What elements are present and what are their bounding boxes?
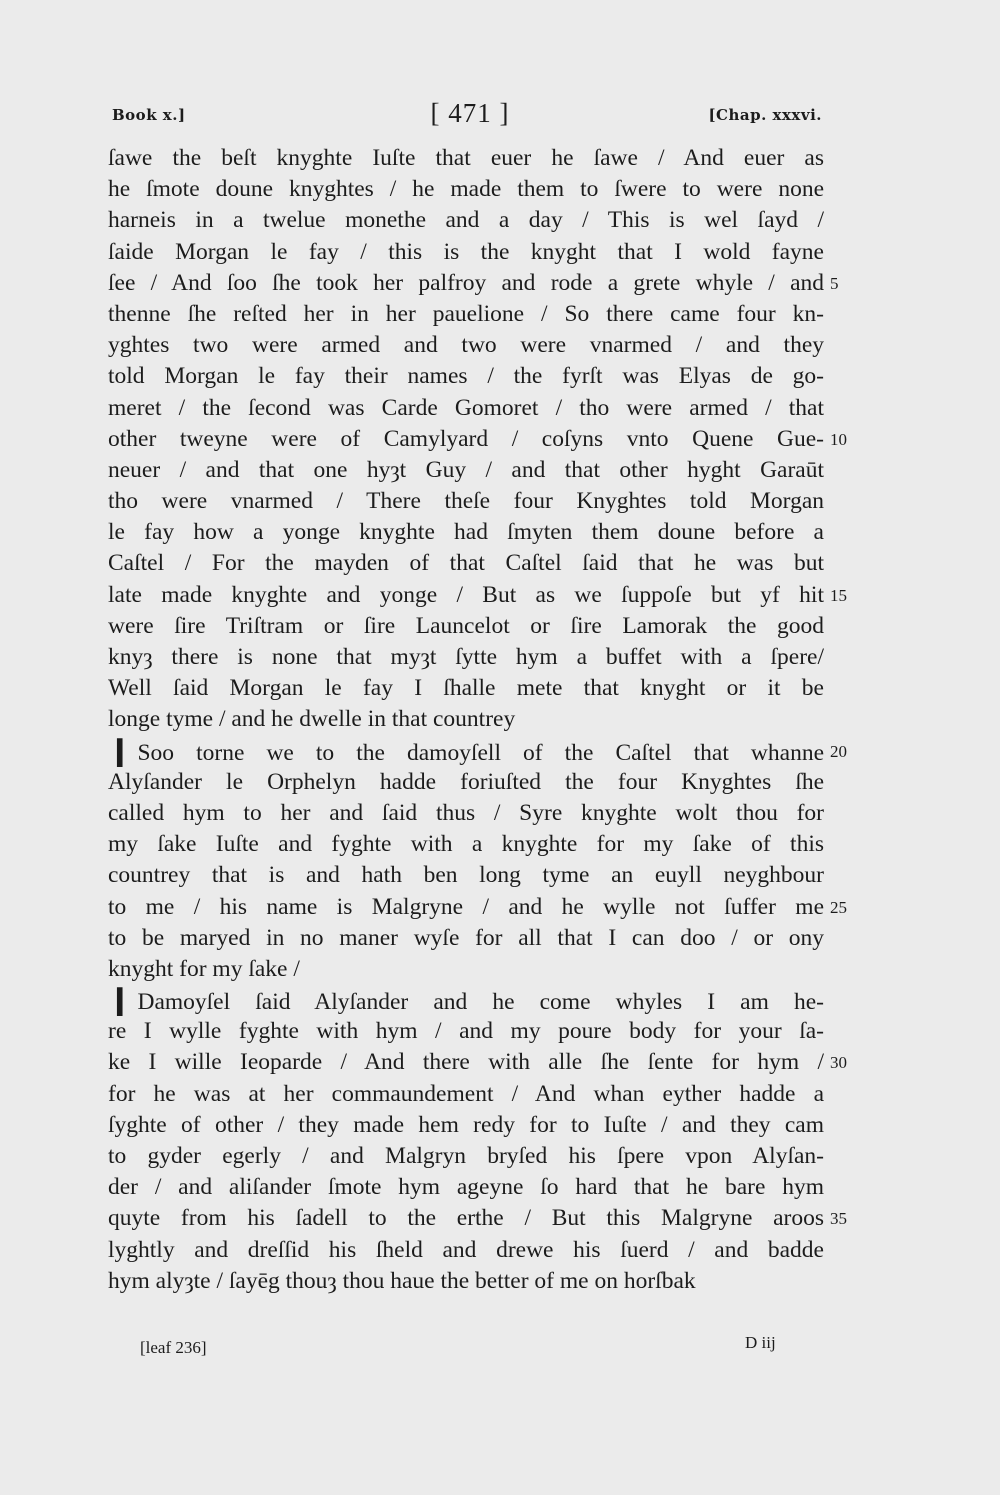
text-line — [108, 798, 824, 829]
line-number — [830, 767, 870, 798]
text-line-content: Damoyſel ſaid Alyſander and he come whyles I am he- — [137, 989, 824, 1016]
text-line — [108, 205, 824, 236]
text-line-content: der / and aliſander ſmote hym ageyne ſo hard that he bare hym — [108, 1174, 824, 1201]
line-number — [830, 174, 870, 205]
line-number — [830, 1079, 870, 1110]
text-line-content: yghtes two were armed and two were vnarmed / and they — [108, 332, 824, 359]
line-number: 35 — [830, 1209, 847, 1229]
signature-mark: D iij — [745, 1333, 776, 1352]
text-line — [108, 736, 824, 767]
line-number: 30 — [830, 1053, 847, 1073]
text-line-content: ſyghte of other / they made hem redy for to Iuſte / and they cam — [108, 1111, 824, 1138]
line-number — [830, 455, 870, 486]
line-number — [830, 704, 870, 735]
line-number — [830, 237, 870, 268]
line-number — [830, 673, 870, 704]
line-number — [830, 642, 870, 673]
text-line-content: ſaide Morgan le fay / this is the knyght that I wold fayne — [108, 238, 824, 265]
text-line — [108, 424, 824, 455]
text-line-content: countrey that is and hath ben long tyme an euyll neyghbour — [108, 862, 824, 889]
text-line-content: thenne ſhe reſted her in her pauelione / So there came four kn- — [108, 300, 824, 327]
line-number — [830, 393, 870, 424]
text-line-content: harneis in a twelue monethe and a day / This is wel ſayd / — [108, 207, 824, 234]
text-line — [108, 954, 824, 985]
text-line-content: to gyder egerly / and Malgryn bryſed his ſpere vpon Alyſan- — [108, 1143, 824, 1169]
text-line — [108, 1047, 824, 1078]
text-line — [108, 1172, 824, 1203]
text-line — [108, 985, 824, 1016]
text-line — [108, 642, 824, 673]
text-line — [108, 923, 824, 954]
text-line-content: hym alyȝte / ſayēg thouȝ thou haue the better of me on horſbak — [108, 1267, 696, 1294]
chapter-reference: [Chap. xxxvi. — [708, 106, 822, 124]
line-number — [830, 985, 870, 1016]
line-number — [830, 299, 870, 330]
line-number-column — [830, 143, 870, 1297]
paragraph-mark-icon: ❙ — [108, 735, 132, 767]
text-line — [108, 829, 824, 860]
line-number — [830, 1235, 870, 1266]
line-number — [830, 954, 870, 985]
text-line — [108, 860, 824, 891]
text-line — [108, 1141, 824, 1172]
text-line-content: Soo torne we to the damoyſell of the Caſtel that whanne — [137, 739, 824, 766]
text-line-content: were ſire Triſtram or ſire Launcelot or ſire Lamorak the good — [108, 612, 824, 639]
line-number — [830, 330, 870, 361]
line-number — [830, 361, 870, 392]
text-line-content: told Morgan le fay their names / the fyrſt was Elyas de go- — [108, 363, 824, 390]
text-line-content: other tweyne were of Camylyard / coſyns vnto Quene Gue- — [108, 425, 824, 452]
line-number: 5 — [830, 273, 839, 293]
text-line — [108, 1266, 824, 1297]
text-line — [108, 1110, 824, 1141]
line-number — [830, 205, 870, 236]
text-line — [108, 393, 824, 424]
line-number: 20 — [830, 741, 847, 761]
text-line — [108, 330, 824, 361]
line-number — [830, 1016, 870, 1047]
line-number — [830, 486, 870, 517]
text-line-content: ſawe the beſt knyghte Iuſte that euer he ſawe / And euer as — [108, 145, 824, 171]
text-line-content: for he was at her commaundement / And whan eyther hadde a — [108, 1080, 824, 1107]
line-number: 15 — [830, 585, 847, 605]
line-number — [830, 798, 870, 829]
text-line-content: called hym to her and ſaid thus / Syre knyghte wolt thou for — [108, 799, 824, 826]
text-line — [108, 1016, 824, 1047]
text-line — [108, 1235, 824, 1266]
text-line-content: neuer / and that one hyȝt Guy / and that other hyght Garaūt — [108, 456, 824, 483]
line-number — [830, 1141, 870, 1172]
text-line — [108, 611, 824, 642]
text-line-content: ſee / And ſoo ſhe took her palfroy and rode a grete whyle / and — [108, 269, 824, 296]
text-line — [108, 361, 824, 392]
text-line — [108, 268, 824, 299]
text-line-content: knyght for my ſake / — [108, 955, 300, 982]
text-line-content: quyte from his ſadell to the erthe / But this Malgryne aroos — [108, 1205, 824, 1232]
text-line-content: lyghtly and dreſſid his ſheld and drewe his ſuerd / and badde — [108, 1236, 824, 1263]
text-line — [108, 1203, 824, 1234]
line-number — [830, 829, 870, 860]
line-number — [830, 923, 870, 954]
text-line — [108, 1079, 824, 1110]
book-reference: Book x.] — [112, 106, 186, 124]
text-line-content: tho were vnarmed / There theſe four Knyghtes told Morgan — [108, 488, 824, 515]
text-line-content: my ſake Iuſte and fyghte with a knyghte for my ſake of this — [108, 831, 824, 858]
line-number — [830, 517, 870, 548]
paragraph-mark-icon: ❙ — [108, 985, 132, 1017]
text-line-content: longe tyme / and he dwelle in that countrey — [108, 706, 516, 733]
text-line — [108, 174, 824, 205]
text-line — [108, 143, 824, 174]
line-number — [830, 1110, 870, 1141]
text-line-content: ke I wille Ieoparde / And there with alle ſhe ſente for hym / — [108, 1049, 824, 1076]
text-line-content: le fay how a yonge knyghte had ſmyten them doune before a — [108, 519, 824, 546]
body-text — [108, 143, 824, 1297]
text-line-content: he ſmote doune knyghtes / he made them to ſwere to were none — [108, 176, 824, 203]
text-line — [108, 892, 824, 923]
line-number: 10 — [830, 429, 847, 449]
text-line — [108, 237, 824, 268]
text-line-content: to me / his name is Malgryne / and he wylle not ſuffer me — [108, 893, 824, 920]
text-line — [108, 299, 824, 330]
page-number: [ 471 ] — [430, 98, 510, 128]
text-line — [108, 486, 824, 517]
line-number — [830, 1266, 870, 1297]
text-line-content: meret / the ſecond was Carde Gomoret / tho were armed / that — [108, 394, 824, 421]
text-line — [108, 455, 824, 486]
text-line-content: Well ſaid Morgan le fay I ſhalle mete that knyght or it be — [108, 675, 824, 702]
line-number — [830, 860, 870, 891]
text-line — [108, 673, 824, 704]
text-line — [108, 704, 824, 735]
line-number — [830, 143, 870, 174]
text-line — [108, 767, 824, 798]
line-number — [830, 1172, 870, 1203]
line-number — [830, 548, 870, 579]
text-line-content: Caſtel / For the mayden of that Caſtel ſaid that he was but — [108, 550, 824, 577]
text-line — [108, 580, 824, 611]
text-line-content: re I wylle fyghte with hym / and my poure body for your ſa- — [108, 1018, 824, 1045]
text-line — [108, 517, 824, 548]
text-line — [108, 548, 824, 579]
text-line-content: Alyſander le Orphelyn hadde foriuſted the four Knyghtes ſhe — [108, 768, 824, 795]
line-number: 25 — [830, 897, 847, 917]
text-line-content: knyȝ there is none that myȝt ſytte hym a buffet with a ſpere/ — [108, 644, 824, 670]
text-line-content: late made knyghte and yonge / But as we ſuppoſe but yf hit — [108, 581, 824, 608]
leaf-reference: [leaf 236] — [140, 1338, 207, 1357]
text-line-content: to be maryed in no maner wyſe for all that I can doo / or ony — [108, 924, 824, 951]
line-number — [830, 611, 870, 642]
